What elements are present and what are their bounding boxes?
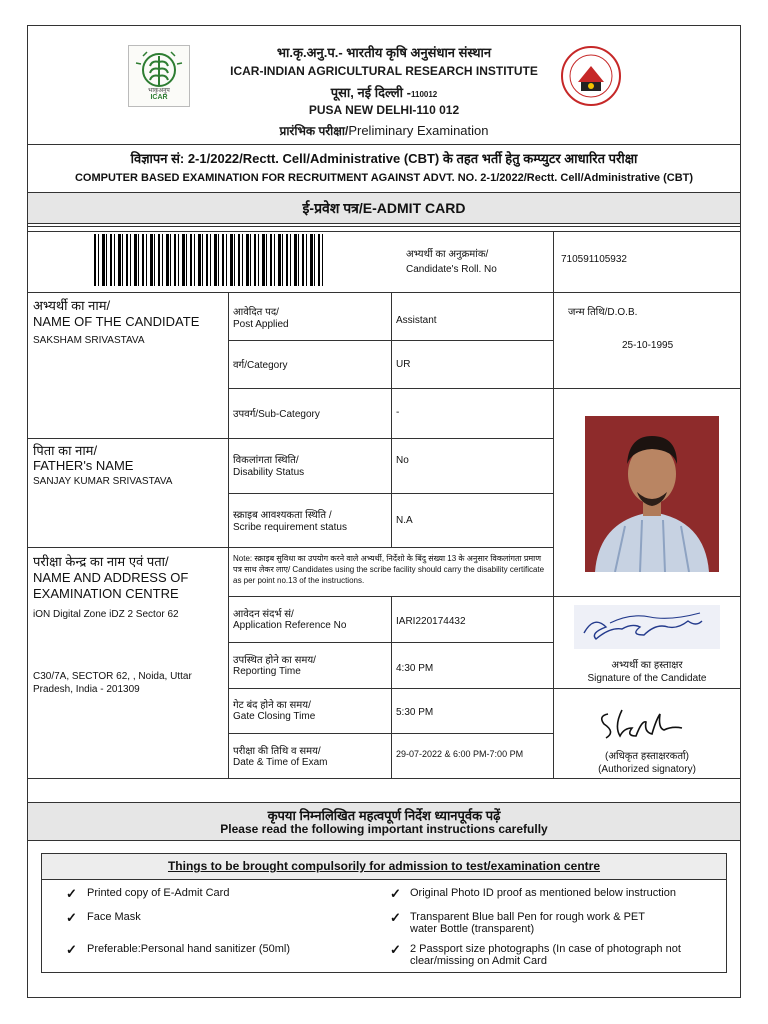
- candidate-name: SAKSHAM SRIVASTAVA: [33, 335, 145, 346]
- subcategory-label-english: Sub-Category: [258, 409, 320, 420]
- appref-label-hindi: आवेदन संदर्भ सं/: [233, 609, 294, 620]
- check-icon: ✓: [66, 886, 77, 901]
- exam-type-hindi: प्रारंभिक परीक्षा/: [279, 124, 349, 138]
- subcategory-label-hindi: उपवर्ग/: [233, 409, 259, 420]
- admit-card: [27, 25, 741, 998]
- subcategory-value: -: [396, 407, 400, 418]
- exam-type: [28, 122, 740, 139]
- centre-label-hindi: परीक्षा केन्द्र का नाम एवं पता/: [33, 554, 169, 569]
- instructions-banner: [28, 802, 740, 841]
- divider: [28, 438, 554, 439]
- category-value: UR: [396, 359, 411, 370]
- divider: [228, 688, 740, 689]
- centre-address: C30/7A, SECTOR 62, , Noida, Uttar Pradesh, India - 201309: [33, 671, 192, 695]
- father-name-label-hindi: पिता का नाम/: [33, 443, 98, 458]
- centre-label: NAME AND ADDRESS OF EXAMINATION CENTRE: [33, 570, 189, 601]
- icar-logo-hindi: भाकृअनुप: [148, 88, 170, 94]
- checklist-item: Transparent Blue ball Pen for rough work & PET water Bottle (transparent): [410, 911, 645, 935]
- instructions-hindi: कृपया निम्नलिखित महत्वपूर्ण निर्देश ध्यानपूर्वक पढ़ें: [267, 808, 501, 823]
- institute-address: PUSA NEW DELHI-110 012: [308, 103, 460, 117]
- check-icon: ✓: [390, 910, 401, 925]
- roll-label-hindi: अभ्यर्थी का अनुक्रमांक/: [406, 249, 489, 260]
- post-label-hindi: आवेदित पद/: [233, 307, 279, 318]
- disability-value: No: [396, 455, 409, 466]
- post-value: Assistant: [396, 315, 437, 326]
- checklist-item: Preferable:Personal hand sanitizer (50ml): [87, 943, 290, 955]
- checklist-title: Things to be brought compulsorily for admission to test/examination centre: [42, 854, 726, 880]
- checklist-item: 2 Passport size photographs (In case of photograph not clear/missing on Admit Card: [410, 943, 681, 967]
- appref-value: IARI220174432: [396, 616, 466, 627]
- divider: [28, 226, 740, 227]
- divider: [228, 493, 554, 494]
- candidate-signature-icon: [574, 605, 720, 649]
- barcode: [94, 234, 326, 286]
- exam-date-label-hindi: परीक्षा की तिथि व समय/: [233, 746, 321, 757]
- authorized-signature-icon: [594, 702, 704, 740]
- candidate-signature-label: Signature of the Candidate: [587, 673, 707, 684]
- check-icon: ✓: [66, 942, 77, 957]
- header-hindi-line-1: भा.कृ.अनु.प.- भारतीय कृषि अनुसंधान संस्थान: [276, 45, 492, 60]
- header: [28, 26, 740, 145]
- scribe-label: Scribe requirement status: [233, 522, 347, 533]
- header-hindi-city: पूसा, नई दिल्ली -: [330, 85, 411, 100]
- father-name-label: FATHER's NAME: [33, 458, 134, 473]
- candidate-photo: [585, 416, 719, 572]
- disability-label: Disability Status: [233, 467, 305, 478]
- father-name: SANJAY KUMAR SRIVASTAVA: [33, 476, 173, 487]
- candidate-signature: [574, 605, 720, 649]
- scribe-value: N.A: [396, 515, 413, 526]
- divider: [228, 642, 554, 643]
- checklist-item: Printed copy of E-Admit Card: [87, 887, 230, 899]
- dob-value: 25-10-1995: [622, 340, 674, 351]
- appref-label: Application Reference No: [233, 620, 347, 631]
- check-icon: ✓: [390, 942, 401, 957]
- gate-value: 5:30 PM: [396, 707, 434, 718]
- authorized-signature-label-hindi: (अधिकृत हस्ताक्षरकर्ता): [605, 751, 689, 762]
- divider: [28, 547, 554, 548]
- divider: [228, 733, 554, 734]
- exam-date-value: 29-07-2022 & 6:00 PM-7:00 PM: [396, 749, 524, 759]
- divider: [391, 596, 392, 778]
- authorized-signature: [594, 702, 704, 740]
- divider: [391, 292, 392, 547]
- instructions-english: Please read the following important instructions carefully: [220, 822, 548, 836]
- category-label: [233, 359, 288, 372]
- divider: [228, 388, 740, 389]
- exam-date-label: Date & Time of Exam: [233, 757, 328, 768]
- post-label: Post Applied: [233, 319, 289, 330]
- gate-label: Gate Closing Time: [233, 711, 316, 722]
- scribe-note: Note: स्क्राइब सुविधा का उपयोग करने वाले अभ्यर्थी, निर्देशो के बिंदु संख्या 13 के अनुसार विकलांगता प्रमाण पत्र साथ लेकर लाए/ Candidates using the scribe facility should carry the disability certificate as per point no.13 of the instructions.: [233, 554, 545, 585]
- divider: [28, 292, 740, 293]
- iari-logo: [561, 46, 621, 106]
- dob-label: जन्म तिथि/D.O.B.: [568, 307, 638, 318]
- advertisement-english: COMPUTER BASED EXAMINATION FOR RECRUITMENT AGAINST ADVT. NO. 2-1/2022/Rectt. Cell/Administrative (CBT): [74, 172, 694, 184]
- admit-card-title: ई-प्रवेश पत्र/E-ADMIT CARD: [28, 192, 740, 224]
- exam-type-english: Preliminary Examination: [348, 123, 489, 138]
- divider: [228, 292, 229, 778]
- divider: [28, 778, 740, 779]
- icar-logo-text: ICAR: [150, 94, 168, 101]
- checklist-item: Original Photo ID proof as mentioned below instruction: [410, 887, 676, 899]
- advertisement-hindi: विज्ञापन सं: 2-1/2022/Rectt. Cell/Administrative (CBT) के तहत भर्ती हेतु कम्प्युटर आधारित परीक्षा: [130, 151, 638, 166]
- candidate-name-label: NAME OF THE CANDIDATE: [33, 314, 200, 329]
- checklist-box: [41, 853, 727, 973]
- header-hindi-line-2: [28, 83, 740, 101]
- roll-number: 710591105932: [561, 254, 627, 265]
- checklist-item: Face Mask: [87, 911, 141, 923]
- divider: [553, 292, 554, 778]
- authorized-signature-label: (Authorized signatory): [598, 764, 696, 775]
- divider: [28, 231, 740, 232]
- divider: [553, 231, 554, 292]
- category-label-english: Category: [246, 360, 288, 371]
- reporting-label-hindi: उपस्थित होने का समय/: [233, 655, 316, 666]
- reporting-label: Reporting Time: [233, 666, 301, 677]
- header-hindi-pin: 110012: [410, 90, 438, 99]
- divider: [228, 596, 740, 597]
- iari-emblem-icon: [563, 48, 619, 104]
- candidate-signature-label-hindi: अभ्यर्थी का हस्ताक्षर: [611, 660, 683, 671]
- check-icon: ✓: [390, 886, 401, 901]
- category-label-hindi: वर्ग/: [233, 360, 247, 371]
- check-icon: ✓: [66, 910, 77, 925]
- divider: [228, 340, 554, 341]
- candidate-name-label-hindi: अभ्यर्थी का नाम/: [33, 298, 111, 313]
- disability-label-hindi: विकलांगता स्थिति/: [233, 455, 299, 466]
- reporting-value: 4:30 PM: [396, 663, 434, 674]
- scribe-label-hindi: स्क्राइब आवश्यकता स्थिति /: [233, 510, 332, 521]
- candidate-portrait-icon: [585, 416, 719, 572]
- institute-name: ICAR-INDIAN AGRICULTURAL RESEARCH INSTITUTE: [230, 64, 538, 78]
- roll-label: Candidate's Roll. No: [406, 264, 497, 275]
- gate-label-hindi: गेट बंद होने का समय/: [233, 700, 311, 711]
- centre-name: iON Digital Zone iDZ 2 Sector 62: [33, 609, 179, 620]
- subcategory-label: [233, 408, 320, 421]
